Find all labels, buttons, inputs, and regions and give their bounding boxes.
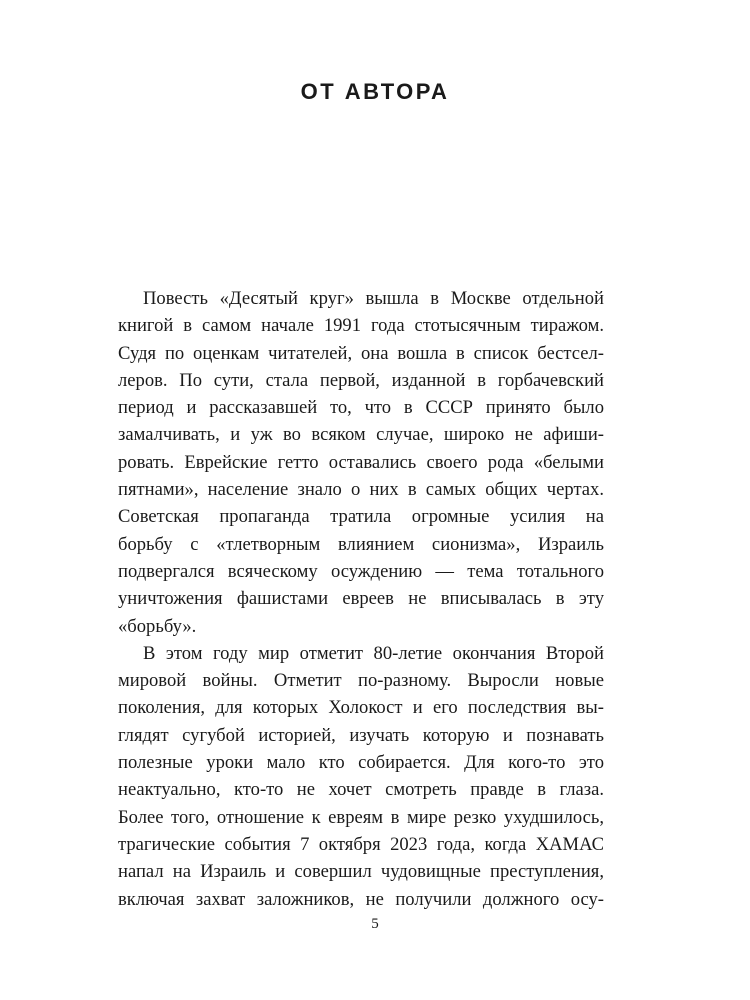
text-line: пятнами», население знало о них в самых общих чертах. [118, 479, 604, 501]
paragraph-1 [118, 285, 604, 640]
paragraph-2 [118, 640, 604, 913]
text-line: замалчивать, и уж во всяком случае, широко не афиши- [118, 424, 604, 446]
text-line: глядят сугубой историей, изучать которую и познавать [118, 724, 604, 746]
text-line: неактуально, кто-то не хочет смотреть правде в глаза. [118, 779, 604, 801]
text-line: Более того, отношение к евреям в мире резко ухудшилось, [118, 806, 604, 828]
text-line: книгой в самом начале 1991 года стотысячным тиражом. [118, 315, 604, 337]
text-line: период и рассказавшей то, что в СССР принято было [118, 397, 604, 419]
text-line: Судя по оценкам читателей, она вошла в список бестсел- [118, 342, 604, 364]
text-line: мировой войны. Отметит по-разному. Выросли новые [118, 670, 604, 692]
text-line: полезные уроки мало кто собирается. Для кого-то это [118, 752, 604, 774]
text-line: трагические события 7 октября 2023 года, когда ХАМАС [118, 833, 604, 855]
text-line: подвергался всяческому осуждению — тема тотального [118, 560, 604, 582]
text-line: В этом году мир отметит 80-летие окончания Второй [143, 642, 604, 664]
page-number: 5 [371, 916, 379, 932]
page-title: ОТ АВТОРА [300, 79, 450, 104]
text-line: Советская пропаганда тратила огромные усилия на [118, 506, 604, 528]
text-line: леров. По сути, стала первой, изданной в горбачевский [118, 369, 604, 391]
body-text [118, 285, 604, 913]
text-line: борьбу с «тлетворным влиянием сионизма», Израиль [118, 533, 604, 555]
text-line: Повесть «Десятый круг» вышла в Москве отдельной [143, 288, 604, 309]
text-line: включая захват заложников, не получили должного осу- [118, 888, 604, 910]
text-line: уничтожения фашистами евреев не вписывалась в эту [118, 588, 604, 610]
text-line: поколения, для которых Холокост и его последствия вы- [118, 697, 604, 719]
text-line: «борьбу». [118, 615, 197, 637]
text-line: напал на Израиль и совершил чудовищные преступления, [118, 861, 604, 883]
text-line: ровать. Еврейские гетто оставались своего рода «белыми [118, 451, 604, 473]
